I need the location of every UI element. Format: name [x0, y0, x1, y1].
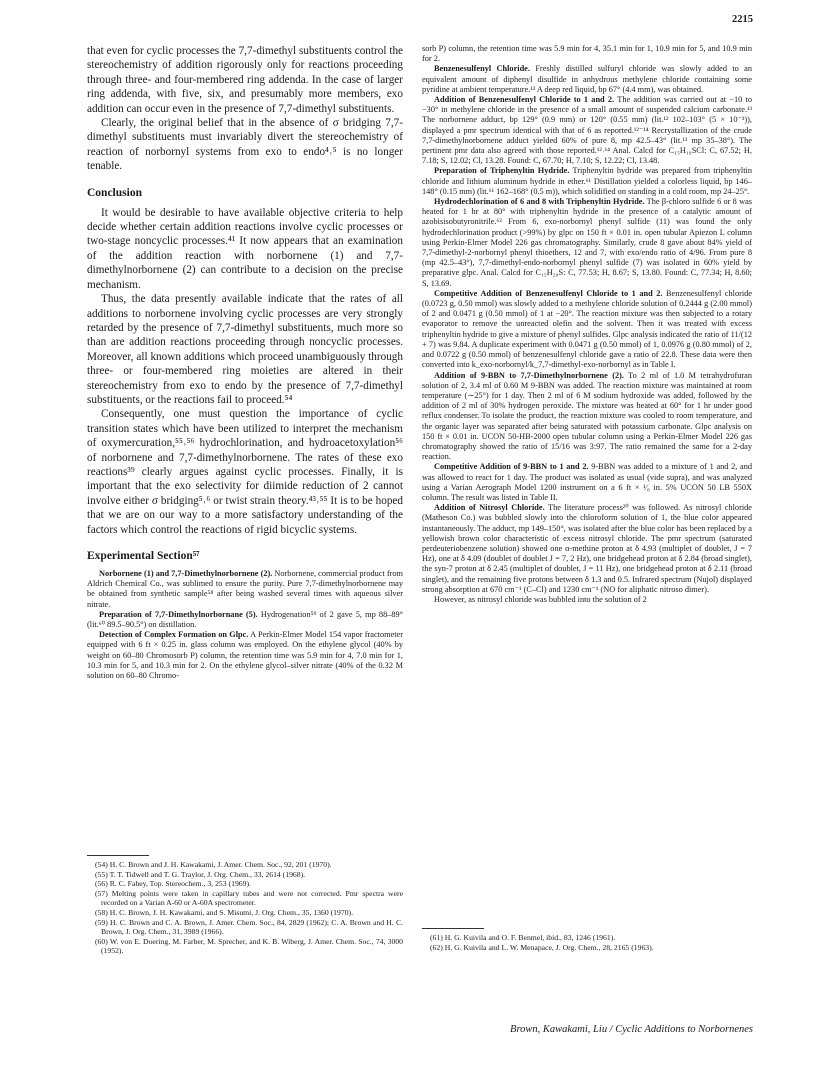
paragraph-text: sorb P) column, the retention time was 5.9 min for 4, 35.1 min for 1, 10.9 min for 5, and 10.9 min for 2. [422, 44, 752, 64]
paragraph-text: However, as nitrosyl chloride was bubbled into the solution of 2 [434, 594, 647, 604]
paragraph-run-in-head: Norbornene (1) and 7,7-Dimethylnorbornene (2). [99, 569, 273, 578]
footnote-rule [87, 855, 149, 856]
experimental-paragraph [87, 630, 403, 681]
paragraph-text: Freshly distilled sulfuryl chloride was slowly added to an equivalent amount of diphenyl disulfide in anhydrous methylene chloride containing some pyridine at ambient temperature.¹² A deep red liquid, bp 67° (4.4 mm), was obtained. [422, 64, 752, 94]
experimental-paragraph [422, 64, 752, 95]
experimental-paragraph [422, 595, 752, 605]
paragraph-run-in-head: Addition of 9-BBN to 7,7-Dimethylnorbornene (2). [434, 370, 624, 380]
paragraph-text: To 2 ml of 1.0 M tetrahydrofuran solution of 2, 3.4 ml of 0.60 M 9-BBN was added. The reaction mixture was maintained at room temperature (∼25°) for 1 day. Then 2 ml of 6 M sodium hydroxide was added, followed by the addition of 2 ml of 30% hydrogen peroxide. The mixture was heated at 60° for 1 hr under good reflux condenser. To isolate the product, the reaction mixture was cooled to room temperature, and the organic layer was separated after being saturated with potassium carbonate. Glpc analysis on 150 ft × 0.01 in. UCON 50-HB-2000 open tubular column using a Perkin-Elmer Model 226 gas chromatography showed the ratio of 15/16 was 3:97. The ratio remained the same for a 2-day reaction. [422, 370, 752, 462]
body-paragraph: Thus, the data presently available indicate that the rates of all additions to norbornene involving cyclic processes are very strongly retarded by the presence of 7,7-dimethyl substituents, much more so than are addition reactions proceeding through noncyclic processes. Moreover, all known additions which proceed unambiguously through three- or four-membered ring moieties are altered in their stereochemistry from exo to endo by the presence of 7,7-dimethyl substituents, or the reactions fail to proceed.⁵⁴ [87, 293, 403, 406]
experimental-paragraph [87, 569, 403, 610]
experimental-paragraph [422, 503, 752, 595]
paragraph-run-in-head: Competitive Addition of Benzenesulfenyl Chloride to 1 and 2. [434, 288, 663, 298]
paragraph-text: Benzenesulfenyl chloride (0.0723 g, 0.50 mmol) was slowly added to a methylene chloride solution of 0.2444 g (2.00 mmol) of 2 and 0.0471 g (0.50 mmol) of 1 at −20°. The reaction mixture was then subjected to a rotary evaporator to remove the unreacted olefin and the solvent. Then it was treated with excess triphenyltin hydride to give a mixture of phenyl sulfides. Glpc analysis indicated the ratio of 11/(12 + 7) was 9.84. A duplicate experiment with 0.0471 g (0.50 mmol) of 1, 0.0976 g (0.80 mmol) of 2, and 0.0722 g (0.50 mmol) of benzenesulfenyl chloride gave a ratio of 22.8. These data were then converted into k_exo-norbornyl/k_7,7-dimethyl-exo-norbornyl as in Table I. [422, 288, 752, 370]
running-footer: Brown, Kawakami, Liu / Cyclic Additions to Norbornenes [510, 1024, 753, 1035]
footnotes-right [422, 928, 752, 952]
experimental-paragraph [422, 44, 752, 64]
experimental-heading: Experimental Section⁵⁷ [87, 550, 200, 562]
footnote: (57) Melting points were taken in capillary tubes and were not corrected. Pmr spectra were recorded on a Varian A-60 or A-60A spectrometer. [95, 888, 403, 908]
paragraph-run-in-head: Benzenesulfenyl Chloride. [434, 64, 530, 74]
footnote: (62) H. G. Kuivila and L. W. Menapace, J. Org. Chem., 28, 2165 (1963). [430, 942, 654, 952]
paragraph-text: The addition was carried out at −10 to −30° in methylene chloride in the presence of a small amount of suspended calcium carbonate.¹³ The norbornene adduct, bp 129° (0.9 mm) or 120° (0.55 mm) (lit.¹² 102–103° (5 × 10⁻³)), displayed a pmr spectrum identical with that of 6 as reported.¹²⁻¹⁴ Recrystallization of the crude 7,7-dimethylnorbornene adduct yielded 60% of pure 8, mp 42.5–43° (lit.¹³ mp 35–38°). The pertinent pmr data also agreed with those reported.¹²˒¹⁴ Anal. Calcd for C₁₅H₁₉SCl: C, 67.52; H, 7.18; S, 12.02; Cl, 13.28. Found: C, 67.70; H, 7.10; S, 12.22; Cl, 13.48. [422, 95, 753, 166]
paragraph-text: 9-BBN was added to a mixture of 1 and 2, and was allowed to react for 1 day. The product was isolated as usual (vide supra), and was analyzed using a Varian Aerograph Model 1200 instrument on a 6 ft × ¹⁄₈ in. 5% UCON 50 LB 550X column. The result was listed in Table II. [422, 462, 753, 502]
body-paragraph: that even for cyclic processes the 7,7-dimethyl substituents control the stereochemistry of addition rigorously only for reactions proceeding through three- and four-membered ring addenda. In the case of larger ring addenda, with five, six, and presumably more members, exo addition can occur even in the presence of 7,7-dimethyl substituents. [87, 45, 403, 115]
experimental-section [87, 569, 403, 681]
paragraph-run-in-head: Preparation of 7,7-Dimethylnorbornane (5). [99, 609, 258, 619]
paragraph-run-in-head: Addition of Benzenesulfenyl Chloride to 1 and 2. [434, 95, 615, 105]
footnote: (61) H. G. Kuivila and O. F. Benmel, ibid., 83, 1246 (1961). [430, 933, 616, 942]
paragraph-text: The β-chloro sulfide 6 or 8 was heated for 1 hr at 80° with triphenyltin hydride in the presence of a catalytic amount of azobisisobutyronitrile.⁶² From 6, exo-norbornyl phenyl sulfide (11) was found the only hydrodechlorination product (>99%) by glpc on 150 ft × 0.01 in. open tubular Apiezon L column using Perkin-Elmer Model 226 gas chromatography. Similarly, crude 8 gave about 84% yield of 7,7-dimethyl-2-norbornyl phenyl thioethers, 12 and 7, with exo/endo ratio of 4/96. From pure 8 (mp 42.5–43°), 7,7-dimethyl-endo-norbornyl phenyl sulfide (7) was isolated in 60% yield by preparative glpc. Anal. Calcd for C₁₅H₂₀S: C, 77.53; H, 8.67; S, 13.80. Found: C, 77.34; H, 8.60; S, 13.69. [422, 197, 752, 288]
paragraph-text: Hydrogenation⁵⁹ of 2 gave 5, mp 88–89° (lit.⁶⁰ 89.5–90.5°) on distillation. [87, 609, 403, 630]
footnote: (58) H. C. Brown, J. H. Kawakami, and S. Misumi, J. Org. Chem., 35, 1360 (1970). [95, 907, 354, 917]
footnote: (56) R. C. Fahey, Top. Stereochem., 3, 253 (1969). [95, 879, 251, 889]
experimental-paragraph [422, 371, 752, 463]
right-column [422, 44, 752, 605]
paragraph-text: Norbornene, commercial product from Aldrich Chemical Co., was sublimed to ensure the purity. Pure 7,7-dimethylnorbornene may be obtained from synthetic sample⁵⁸ after being washed several times with aqueous silver nitrate. [87, 569, 403, 609]
paragraph-run-in-head: Detection of Complex Formation on Glpc. [99, 630, 249, 640]
experimental-paragraph [422, 166, 752, 197]
paragraph-run-in-head: Addition of Nitrosyl Chloride. [434, 503, 545, 513]
footnote: (59) H. C. Brown and C. A. Brown, J. Amer. Chem. Soc., 84, 2829 (1962); C. A. Brown and H. C. Brown, J. Org. Chem., 31, 3989 (1966). [95, 917, 403, 937]
footnote-rule [422, 928, 484, 929]
conclusion-heading: Conclusion [87, 186, 142, 199]
experimental-paragraph [422, 462, 752, 503]
experimental-paragraph [422, 95, 752, 166]
paragraph-run-in-head: Hydrodechlorination of 6 and 8 with Triphenyltin Hydride. [434, 197, 645, 207]
body-paragraph: It would be desirable to have available objective criteria to help decide whether certain addition reactions involve cyclic processes or two-stage noncyclic processes.⁴¹ It now appears that an examination of the addition reaction with norbornene (1) and 7,7-dimethylnorbornene (2) can contribute to a decision on the precise mechanism. [87, 206, 403, 291]
footnote: (54) H. C. Brown and J. H. Kawakami, J. Amer. Chem. Soc., 92, 201 (1970). [95, 860, 332, 869]
experimental-paragraph [87, 610, 403, 630]
paragraph-run-in-head: Competitive Addition of 9-BBN to 1 and 2. [434, 462, 589, 472]
paragraph-text: A Perkin-Elmer Model 154 vapor fractometer equipped with 6 ft × 0.25 in. glass column was employed. On the ethylene glycol (40% by weight on 60–80 Chromosorb P) column, the retention time was 5.9 min for 4, 7.0 min for 1, 10.3 min for 5, and 10.3 min for 2. On the ethylene glycol–silver nitrate (40% of the 0.32 M solution on 60–80 Chromo- [87, 630, 403, 681]
left-column [87, 44, 403, 681]
footnote: (55) T. T. Tidwell and T. G. Traylor, J. Org. Chem., 33, 2614 (1968). [95, 869, 306, 879]
paragraph-text: The literature process²⁰ was followed. As nitrosyl chloride (Matheson Co.) was bubbled slowly into the chloroform solution of 1, the blue color appeared instantaneously. The adduct, mp 149–150°, was isolated after the blue color has been replaced by a yellowish brown color characteristic of excess nitrosyl chloride. The pmr spectrum (saturated perdeuteriobenzene solution) showed one α-methine proton at δ 4.93 (multiplet of doublet, J = 7 Hz), one at δ 4.09 (doublet of doublet J = 7, 2 Hz), one bridgehead proton at δ 2.84 (broad singlet), the syn-7 proton at δ 2.45 (multiplet of doublet, J = 11 Hz), one bridgehead proton at δ 2.11 (broad singlet), and the remaining five protons between δ 1.3 and 0.5. Infrared spectrum (Nujol) displayed strong absorption at 670 cm⁻¹ (C–Cl) and 1230 cm⁻¹ (NO for aliphatic nitroso dimer). [422, 503, 752, 594]
experimental-paragraph [422, 289, 752, 371]
page-number: 2215 [732, 14, 753, 25]
body-paragraph: Clearly, the original belief that in the absence of σ bridging 7,7-dimethyl substituents must invariably divert the stereochemistry of reaction of norbornyl systems from exo to endo⁴˒⁵ is no longer tenable. [87, 117, 403, 173]
paragraph-text: Triphenyltin hydride was prepared from triphenyltin chloride and lithium aluminum hydride in ether.⁶¹ Distillation yielded a colorless liquid, bp 146–148° (0.15 mm) (lit.⁶¹ 162–168° (0.5 m)), which solidified on standing in a cold room, mp 24–25°. [422, 166, 752, 196]
paragraph-run-in-head: Preparation of Triphenyltin Hydride. [434, 166, 570, 176]
body-paragraph: Consequently, one must question the importance of cyclic transition states which have been utilized to interpret the mechanism of oxymercuration,⁵⁵˒⁵⁶ hydrochlorination, and hydroacetoxylation⁵⁶ of norbornene and 7,7-dimethylnorbornene. The rates of these exo reactions³⁹ clearly argues against cyclic processes. Finally, it is important that the exo selectivity for diimide reduction of 2 cannot involve either σ bridging⁵˒⁶ or twist strain theory.⁴³˒⁵⁵ It is to be hoped that we are on our way to a more satisfactory understanding of the factors which control the reactions of rigid bicyclic systems. [87, 408, 403, 536]
experimental-paragraph [422, 197, 752, 289]
footnote: (60) W. von E. Doering, M. Farber, M. Sprecher, and K. B. Wiberg, J. Amer. Chem. Soc., 74, 3000 (1952). [95, 936, 403, 956]
footnotes-left [87, 855, 403, 956]
